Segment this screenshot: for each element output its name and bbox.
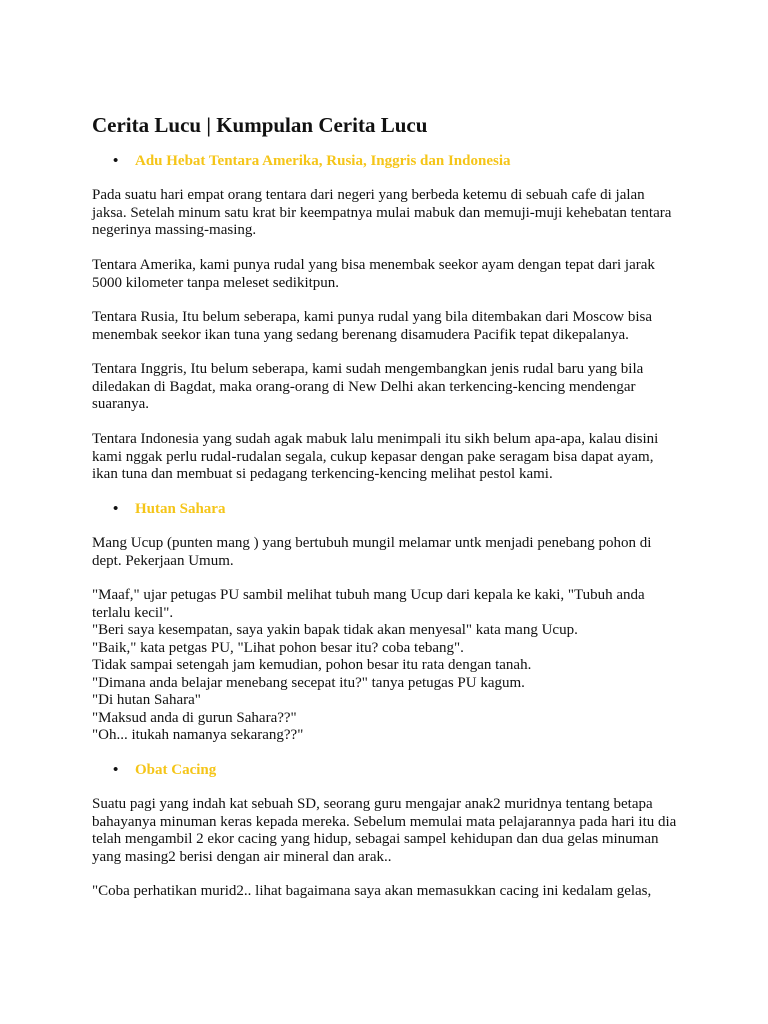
paragraph xyxy=(92,535,672,570)
text-line: "Baik," kata petgas PU, "Lihat pohon besar itu? coba tebang". xyxy=(92,639,464,656)
section-heading-text: Obat Cacing xyxy=(135,762,217,778)
text-line: negerinya massing-masing. xyxy=(92,222,257,238)
text-line: telah mengambil 2 ekor cacing yang hidup, sebagai sampel kehidupan dan dua gelas minuman xyxy=(92,831,659,847)
text-line: Tentara Inggris, Itu belum seberapa, kami sudah mengembangkan jenis rudal baru yang bila xyxy=(92,361,644,377)
paragraph xyxy=(92,431,672,484)
bullet-icon: • xyxy=(113,762,119,778)
text-line: 5000 kilometer tanpa meleset sedikitpun. xyxy=(92,274,340,291)
text-line: "Di hutan Sahara" xyxy=(92,692,201,708)
text-line: Pada suatu hari empat orang tentara dari negeri yang berbeda ketemu di sebuah cafe di jalan xyxy=(92,187,645,203)
text-line: Tidak sampai setengah jam kemudian, pohon besar itu rata dengan tanah. xyxy=(92,657,532,673)
text-line: yang masing2 berisi dengan air mineral dan arak.. xyxy=(92,848,392,865)
bullet-icon: • xyxy=(113,153,119,169)
paragraph xyxy=(92,883,672,901)
paragraph xyxy=(92,187,672,240)
bullet-icon: • xyxy=(113,501,119,517)
text-line: bahayanya minuman keras kepada mereka. Sebelum memulai mata pelajarannya pada hari itu dia xyxy=(92,813,677,830)
text-line: menembak seekor ikan tuna yang sedang berenang disamudera Pacifik tepat dikepalanya. xyxy=(92,326,629,343)
text-line: Tentara Indonesia yang sudah agak mabuk lalu menimpali itu sikh belum apa-apa, kalau disini xyxy=(92,431,659,447)
text-line: ikan tuna dan membuat si pedagang terkencing-kencing melihat pestol kami. xyxy=(92,466,553,482)
text-line: Tentara Rusia, Itu belum seberapa, kami punya rudal yang bila ditembakan dari Moscow bisa xyxy=(92,309,653,325)
section-heading-text: Hutan Sahara xyxy=(135,501,226,517)
text-line: Mang Ucup (punten mang ) yang bertubuh mungil melamar untk menjadi penebang pohon di xyxy=(92,535,652,551)
text-line: diledakan di Bagdat, maka orang-orang di New Delhi akan terkencing-kencing mendengar xyxy=(92,378,636,395)
text-line: "Beri saya kesempatan, saya yakin bapak tidak akan menyesal" kata mang Ucup. xyxy=(92,622,578,638)
paragraph xyxy=(92,257,672,292)
text-line: "Maksud anda di gurun Sahara??" xyxy=(92,709,297,726)
text-line: "Coba perhatikan murid2.. lihat bagaimana saya akan memasukkan cacing ini kedalam gelas, xyxy=(92,883,652,899)
text-line: terlalu kecil". xyxy=(92,604,174,621)
section-heading-text: Adu Hebat Tentara Amerika, Rusia, Inggris dan Indonesia xyxy=(135,153,511,169)
paragraph xyxy=(92,309,672,344)
page-title: Cerita Lucu | Kumpulan Cerita Lucu xyxy=(92,113,428,137)
text-line: dept. Pekerjaan Umum. xyxy=(92,552,234,569)
text-line: Tentara Amerika, kami punya rudal yang bisa menembak seekor ayam dengan tepat dari jarak xyxy=(92,257,655,273)
text-line: kami nggak perlu rudal-rudalan segala, cukup kepasar dengan pake seragam bisa dapat ayam, xyxy=(92,448,654,465)
paragraph xyxy=(92,796,677,866)
text-line: "Dimana anda belajar menebang secepat itu?" tanya petugas PU kagum. xyxy=(92,674,525,691)
text-line: "Oh... itukah namanya sekarang??" xyxy=(92,727,304,743)
text-line: Suatu pagi yang indah kat sebuah SD, seorang guru mengajar anak2 muridnya tentang betapa xyxy=(92,796,653,812)
text-line: suaranya. xyxy=(92,396,150,412)
text-line: jaksa. Setelah minum satu krat bir keempatnya mulai mabuk dan memuji-muji kehebatan tentara xyxy=(92,204,672,221)
text-line: "Maaf," ujar petugas PU sambil melihat tubuh mang Ucup dari kepala ke kaki, "Tubuh anda xyxy=(92,587,645,603)
paragraph xyxy=(92,587,672,745)
paragraph xyxy=(92,361,672,414)
